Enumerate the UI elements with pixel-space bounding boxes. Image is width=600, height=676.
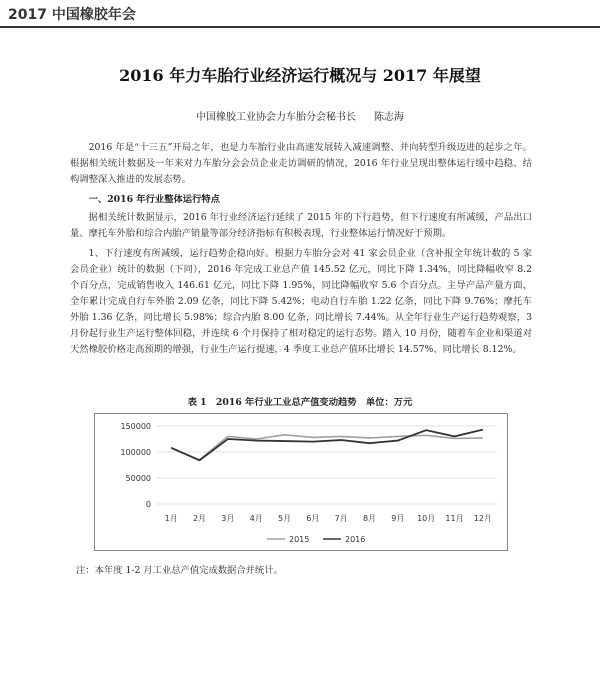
chart-container <box>94 413 508 551</box>
x-tick-label: 9月 <box>391 514 405 523</box>
line-chart <box>95 414 507 550</box>
y-tick-label: 150000 <box>120 422 151 431</box>
x-tick-label: 3月 <box>221 514 235 523</box>
section-heading: 一、2016 年行业整体运行特点 <box>88 194 220 205</box>
x-tick-label: 10月 <box>417 514 436 523</box>
x-tick-label: 4月 <box>249 514 263 523</box>
subsection-paragraph-block <box>70 246 532 358</box>
running-header <box>0 0 600 28</box>
byline-org: 中国橡胶工业协会力车胎分会秘书长 <box>196 112 356 123</box>
x-tick-label: 1月 <box>164 514 178 523</box>
x-tick-label: 2月 <box>192 514 207 523</box>
byline <box>0 108 600 123</box>
running-header-text: 2017 中国橡胶年会 <box>8 7 136 23</box>
intro-paragraph-block <box>70 140 532 188</box>
x-tick-label: 7月 <box>334 514 348 523</box>
footnote: 注：本年度 1-2 月工业总产值完成数据合并统计。 <box>76 565 283 576</box>
x-tick-label: 5月 <box>277 514 292 523</box>
subsection-paragraph: 1、下行速度有所减缓，运行趋势企稳向好。根据力车胎分会对 41 家会员企业（含补报全年统计数的 5 家会员企业）统计的数据（下同），2016 年完成工业总产值 145.52 亿元，同比下降 1.34%，同比降幅收窄 8.2 个百分点，完成销售收入 146.61 亿元，同比下降 1.95%，同比降幅收窄 5.6 个百分点。主导产品产量方面，全年累计完成自行车外胎 2.09 亿条，同比下降 5.42%；电动自行车胎 1.22 亿条，同比下降 9.76%；摩托车外胎 1.36 亿条，同比增长 5.98%；综合内胎 8.00 亿条，同比增长 7.44%。从全年行业生产运行趋势观察，3 月份起行业生产运行整体回稳，并连续 6 个月保持了相对稳定的运行态势。踏入 10 月份，随着车企业和渠道对天然橡胶价格走高预期的增强，行业生产运行提速，4 季度工业总产值环比增长 14.57%、同比增长 8.12%。 <box>70 248 532 355</box>
y-tick-label: 100000 <box>120 448 151 457</box>
x-tick-label: 11月 <box>445 514 464 523</box>
byline-author: 陈志海 <box>374 112 404 123</box>
legend-label-2015: 2015 <box>289 535 310 544</box>
section-paragraph: 据相关统计数据显示，2016 年行业经济运行延续了 2015 年的下行趋势，但下行速度有所减缓，产品出口量、摩托车外胎和综合内胎产销量等部分经济指标有积极表现，行业整体运行情况好于预期。 <box>70 212 532 239</box>
article-title: 2016 年力车胎行业经济运行概况与 2017 年展望 <box>119 66 481 85</box>
y-tick-label: 0 <box>145 500 151 509</box>
section-paragraph-block <box>70 210 532 242</box>
x-tick-label: 6月 <box>306 514 320 523</box>
intro-paragraph: 2016 年是“十三五”开局之年，也是力车胎行业由高速发展转入减速调整、并向转型升级迈进的起步之年。根据相关统计数据及一年来对力车胎分会会员企业走访调研的情况，2016 年行业呈现出整体运行缓中趋稳、结构调整深入推进的发展态势。 <box>70 142 532 185</box>
legend-label-2016: 2016 <box>345 535 366 544</box>
x-tick-label: 8月 <box>362 514 377 523</box>
y-tick-label: 50000 <box>125 474 151 483</box>
table-caption: 表 1 2016 年行业工业总产值变动趋势 单位：万元 <box>187 397 413 408</box>
x-tick-label: 12月 <box>473 514 492 523</box>
